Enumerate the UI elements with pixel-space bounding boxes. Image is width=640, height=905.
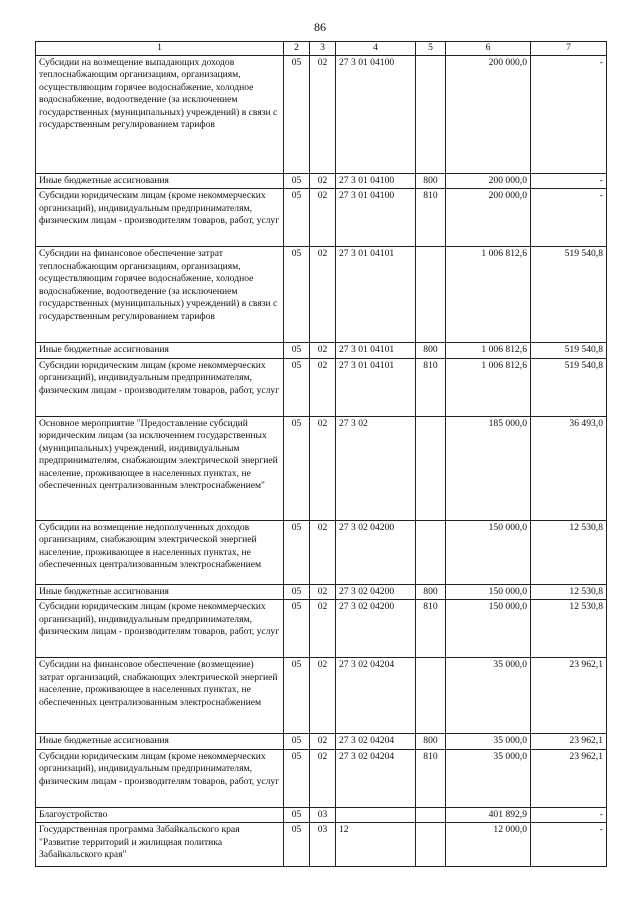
col-header-5: 5 <box>416 42 446 56</box>
table-row <box>36 823 607 867</box>
row-amount-1: 150 000,0 <box>446 584 531 600</box>
row-amount-2: - <box>531 189 607 247</box>
row-section: 05 <box>284 173 310 189</box>
row-name: Иные бюджетные ассигнования <box>36 173 284 189</box>
col-header-4: 4 <box>336 42 416 56</box>
table-row <box>36 807 607 823</box>
row-section: 05 <box>284 807 310 823</box>
row-target-article: 27 3 02 04200 <box>336 584 416 600</box>
row-expense-type: 800 <box>416 343 446 359</box>
row-section: 05 <box>284 600 310 658</box>
row-amount-2: - <box>531 807 607 823</box>
table-row <box>36 749 607 807</box>
row-amount-2: 23 962,1 <box>531 749 607 807</box>
row-target-article: 27 3 01 04100 <box>336 189 416 247</box>
row-section: 05 <box>284 416 310 520</box>
row-amount-2: 12 530,8 <box>531 520 607 584</box>
table-row <box>36 658 607 734</box>
row-name: Государственная программа Забайкальского края "Развитие территорий и жилищная политика Забайкальского края" <box>36 823 284 867</box>
row-target-article: 27 3 02 04204 <box>336 734 416 750</box>
row-target-article: 27 3 01 04101 <box>336 343 416 359</box>
row-expense-type: 810 <box>416 189 446 247</box>
row-name: Субсидии юридическим лицам (кроме некоммерческих организаций), индивидуальным предпринимателям, физическим лицам - производителям товаров, работ, услуг <box>36 189 284 247</box>
row-target-article: 27 3 02 04200 <box>336 520 416 584</box>
col-header-6: 6 <box>446 42 531 56</box>
row-target-article: 27 3 02 04204 <box>336 658 416 734</box>
row-target-article: 27 3 02 04200 <box>336 600 416 658</box>
page-number: 86 <box>314 20 326 34</box>
row-section: 05 <box>284 247 310 343</box>
row-target-article: 27 3 02 04204 <box>336 749 416 807</box>
row-amount-1: 35 000,0 <box>446 749 531 807</box>
row-amount-1: 1 006 812,6 <box>446 343 531 359</box>
row-target-article: 27 3 02 <box>336 416 416 520</box>
row-expense-type: 800 <box>416 734 446 750</box>
col-header-2: 2 <box>284 42 310 56</box>
row-amount-1: 1 006 812,6 <box>446 358 531 416</box>
row-section: 05 <box>284 823 310 867</box>
row-subsection: 02 <box>310 189 336 247</box>
row-name: Благоустройство <box>36 807 284 823</box>
row-subsection: 02 <box>310 749 336 807</box>
row-subsection: 02 <box>310 247 336 343</box>
row-target-article <box>336 807 416 823</box>
row-expense-type <box>416 247 446 343</box>
row-subsection: 02 <box>310 55 336 173</box>
row-subsection: 02 <box>310 343 336 359</box>
col-header-3: 3 <box>310 42 336 56</box>
row-section: 05 <box>284 189 310 247</box>
row-amount-2: - <box>531 823 607 867</box>
col-header-1: 1 <box>36 42 284 56</box>
row-section: 05 <box>284 343 310 359</box>
row-amount-2: 23 962,1 <box>531 734 607 750</box>
row-name: Субсидии на финансовое обеспечение (возмещение) затрат организаций, снабжающих электрической энергией население, проживающее в населенных пунктах, не обеспеченных централизованным электроснабжением <box>36 658 284 734</box>
row-subsection: 02 <box>310 358 336 416</box>
row-amount-2: 519 540,8 <box>531 247 607 343</box>
row-section: 05 <box>284 749 310 807</box>
row-amount-1: 35 000,0 <box>446 734 531 750</box>
row-amount-2: 36 493,0 <box>531 416 607 520</box>
table-row <box>36 189 607 247</box>
row-section: 05 <box>284 520 310 584</box>
row-subsection: 02 <box>310 584 336 600</box>
table-row <box>36 600 607 658</box>
row-subsection: 02 <box>310 173 336 189</box>
row-amount-2: 23 962,1 <box>531 658 607 734</box>
row-target-article: 27 3 01 04100 <box>336 55 416 173</box>
row-amount-1: 1 006 812,6 <box>446 247 531 343</box>
row-target-article: 27 3 01 04100 <box>336 173 416 189</box>
row-subsection: 02 <box>310 520 336 584</box>
row-subsection: 02 <box>310 600 336 658</box>
row-section: 05 <box>284 734 310 750</box>
row-expense-type: 810 <box>416 749 446 807</box>
row-amount-2: 12 530,8 <box>531 600 607 658</box>
budget-table <box>35 41 607 867</box>
row-section: 05 <box>284 658 310 734</box>
row-subsection: 02 <box>310 416 336 520</box>
row-expense-type: 800 <box>416 173 446 189</box>
row-amount-1: 401 892,9 <box>446 807 531 823</box>
row-expense-type: 810 <box>416 358 446 416</box>
table-row <box>36 55 607 173</box>
row-amount-1: 200 000,0 <box>446 189 531 247</box>
row-expense-type <box>416 520 446 584</box>
row-amount-1: 35 000,0 <box>446 658 531 734</box>
row-amount-2: - <box>531 173 607 189</box>
row-amount-2: 519 540,8 <box>531 343 607 359</box>
row-name: Иные бюджетные ассигнования <box>36 734 284 750</box>
row-section: 05 <box>284 358 310 416</box>
table-row <box>36 584 607 600</box>
row-section: 05 <box>284 584 310 600</box>
table-row <box>36 416 607 520</box>
row-subsection: 03 <box>310 807 336 823</box>
row-name: Субсидии на финансовое обеспечение затрат теплоснабжающим организациям, организациям, осуществляющим горячее водоснабжение, холодное водоснабжение, водоотведение (за исключением государственных (муниципальных) учреждений) в связи с государственным регулированием тарифов <box>36 247 284 343</box>
row-amount-1: 200 000,0 <box>446 173 531 189</box>
table-row <box>36 520 607 584</box>
row-target-article: 27 3 01 04101 <box>336 358 416 416</box>
col-header-7: 7 <box>531 42 607 56</box>
row-subsection: 02 <box>310 734 336 750</box>
row-name: Иные бюджетные ассигнования <box>36 584 284 600</box>
row-expense-type <box>416 807 446 823</box>
row-expense-type <box>416 55 446 173</box>
row-expense-type <box>416 658 446 734</box>
row-expense-type: 810 <box>416 600 446 658</box>
row-amount-1: 200 000,0 <box>446 55 531 173</box>
row-name: Субсидии юридическим лицам (кроме некоммерческих организаций), индивидуальным предпринимателям, физическим лицам - производителям товаров, работ, услуг <box>36 749 284 807</box>
table-row <box>36 358 607 416</box>
row-amount-1: 150 000,0 <box>446 600 531 658</box>
table-row <box>36 173 607 189</box>
row-expense-type <box>416 823 446 867</box>
row-amount-1: 150 000,0 <box>446 520 531 584</box>
table-row <box>36 734 607 750</box>
row-amount-2: 12 530,8 <box>531 584 607 600</box>
row-target-article: 12 <box>336 823 416 867</box>
row-name: Субсидии юридическим лицам (кроме некоммерческих организаций), индивидуальным предпринимателям, физическим лицам - производителям товаров, работ, услуг <box>36 600 284 658</box>
row-amount-1: 185 000,0 <box>446 416 531 520</box>
row-name: Субсидии юридическим лицам (кроме некоммерческих организаций), индивидуальным предпринимателям, физическим лицам - производителям товаров, работ, услуг <box>36 358 284 416</box>
row-subsection: 03 <box>310 823 336 867</box>
table-row <box>36 343 607 359</box>
row-name: Основное мероприятие "Предоставление субсидий юридическим лицам (за исключением государственных (муниципальных) учреждений, индивидуальным предпринимателям, снабжающим электрической энергией население, проживающее в населенных пунктах, не обеспеченных централизованным электроснабжением" <box>36 416 284 520</box>
table-row <box>36 247 607 343</box>
row-name: Субсидии на возмещение выпадающих доходов теплоснабжающим организациям, организациям, осуществляющим горячее водоснабжение, холодное водоснабжение, водоотведение (за исключением государственных (муниципальных) учреждений) в связи с государственным регулированием тарифов <box>36 55 284 173</box>
row-amount-1: 12 000,0 <box>446 823 531 867</box>
row-name: Субсидии на возмещение недополученных доходов организациям, снабжающим электрической энергией население, проживающее в населенных пунктах, не обеспеченных централизованным электроснабжением <box>36 520 284 584</box>
row-expense-type: 800 <box>416 584 446 600</box>
row-section: 05 <box>284 55 310 173</box>
row-amount-2: 519 540,8 <box>531 358 607 416</box>
row-expense-type <box>416 416 446 520</box>
header-row <box>36 42 607 56</box>
row-amount-2: - <box>531 55 607 173</box>
row-name: Иные бюджетные ассигнования <box>36 343 284 359</box>
row-subsection: 02 <box>310 658 336 734</box>
row-target-article: 27 3 01 04101 <box>336 247 416 343</box>
